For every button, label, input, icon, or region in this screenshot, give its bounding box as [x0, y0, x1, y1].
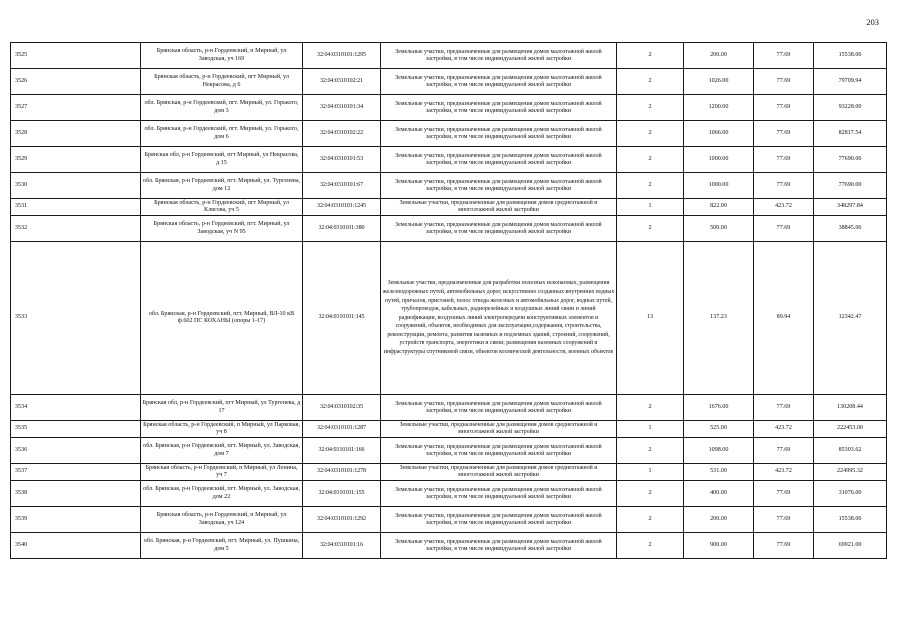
specific-value-cell: 423.72 [754, 464, 814, 481]
land-use-cell: Земельные участки, предназначенные для размещения домов малоэтажной жилой застройки, в том числе индивидуальной жилой застройки [381, 533, 617, 559]
address-cell: Брянская область, р-н Гордеевский, пгт Мирный, ул Клясова, уч 5 [141, 199, 303, 216]
area-cell: 400.00 [684, 481, 754, 507]
address-cell: Брянская область, р-н Гордеевский, пгт. Мирный, ул Заводская, уч N 95 [141, 216, 303, 242]
address-cell: обл. Брянская, р-н Гордеевский, пгт. Мирный, ул. Горького, дом 3 [141, 95, 303, 121]
specific-value-cell: 77.69 [754, 173, 814, 199]
group-cell: 2 [617, 173, 684, 199]
area-cell: 137.23 [684, 242, 754, 395]
specific-value-cell: 77.69 [754, 395, 814, 421]
group-cell: 2 [617, 481, 684, 507]
table-row [11, 507, 887, 533]
specific-value-cell: 423.72 [754, 199, 814, 216]
row-number-cell: 3540 [11, 533, 141, 559]
cadastral-value-cell: 85303.62 [814, 438, 887, 464]
table-row [11, 69, 887, 95]
row-number-cell: 3527 [11, 95, 141, 121]
group-cell: 1 [617, 464, 684, 481]
land-use-cell: Земельные участки, предназначенные для размещения домов малоэтажной жилой застройки, в том числе индивидуальной жилой застройки [381, 147, 617, 173]
cadastral-value-cell: 79709.94 [814, 69, 887, 95]
land-use-cell: Земельные участки, предназначенные для размещения домов малоэтажной жилой застройки, в том числе индивидуальной жилой застройки [381, 121, 617, 147]
table-row [11, 121, 887, 147]
table-row [11, 173, 887, 199]
cadastral-value-cell: 77690.00 [814, 147, 887, 173]
land-use-cell: Земельные участки, предназначенные для размещения домов малоэтажной жилой застройки, в том числе индивидуальной жилой застройки [381, 216, 617, 242]
table-row [11, 438, 887, 464]
land-use-cell: Земельные участки, предназначенные для размещения домов малоэтажной жилой застройки, в том числе индивидуальной жилой застройки [381, 507, 617, 533]
table-row [11, 95, 887, 121]
table-row [11, 533, 887, 559]
specific-value-cell: 77.69 [754, 69, 814, 95]
cadastral-number-cell: 32:04:0310101:67 [303, 173, 381, 199]
area-cell: 1200.00 [684, 95, 754, 121]
area-cell: 1676.00 [684, 395, 754, 421]
address-cell: обл. Брянская, р-н Гордеевский, пгт. Мирный, ул. Тургенева, дом 12 [141, 173, 303, 199]
cadastral-number-cell: 32:04:0310102:22 [303, 121, 381, 147]
table-row [11, 216, 887, 242]
address-cell: Брянская область, р-н Гордеевский, пгт Мирный, ул Некрасова, д 6 [141, 69, 303, 95]
group-cell: 2 [617, 216, 684, 242]
group-cell: 2 [617, 69, 684, 95]
address-cell: Брянская область, р-н Гордеевский, п Мирный, ул Заводская, уч 124 [141, 507, 303, 533]
cadastral-value-table [10, 42, 887, 559]
cadastral-number-cell: 32:04:0310101:34 [303, 95, 381, 121]
land-use-cell: Земельные участки, предназначенные для размещения домов малоэтажной жилой застройки, в том числе индивидуальной жилой застройки [381, 395, 617, 421]
group-cell: 2 [617, 438, 684, 464]
area-cell: 531.00 [684, 464, 754, 481]
area-cell: 200.00 [684, 43, 754, 69]
specific-value-cell: 89.94 [754, 242, 814, 395]
land-use-cell: Земельные участки, предназначенные для размещения домов малоэтажной жилой застройки, в том числе индивидуальной жилой застройки [381, 438, 617, 464]
cadastral-number-cell: 32:04:0310101:380 [303, 216, 381, 242]
row-number-cell: 3529 [11, 147, 141, 173]
group-cell: 2 [617, 121, 684, 147]
table-row [11, 147, 887, 173]
row-number-cell: 3536 [11, 438, 141, 464]
cadastral-number-cell: 32:04:0310102:21 [303, 69, 381, 95]
cadastral-number-cell: 32:04:0310101:1287 [303, 421, 381, 438]
address-cell: Брянская обл, р-н Гордеевский, пгт Мирный, ул Тургенева, д 17 [141, 395, 303, 421]
row-number-cell: 3530 [11, 173, 141, 199]
table-row [11, 395, 887, 421]
row-number-cell: 3534 [11, 395, 141, 421]
area-cell: 900.00 [684, 533, 754, 559]
cadastral-value-cell: 15538.00 [814, 43, 887, 69]
specific-value-cell: 77.69 [754, 533, 814, 559]
cadastral-value-cell: 130208.44 [814, 395, 887, 421]
group-cell: 2 [617, 147, 684, 173]
land-use-cell: Земельные участки, предназначенные для размещения домов среднеэтажной и многоэтажной жилой застройки [381, 199, 617, 216]
address-cell: обл. Брянская, р-н Гордеевский, пгт. Мирный, ВЛ-10 кВ ф.602 ПС КОХАНЫ (опоры 1-17) [141, 242, 303, 395]
table-row [11, 199, 887, 216]
cadastral-value-cell: 224995.32 [814, 464, 887, 481]
land-use-cell: Земельные участки, предназначенные для размещения домов малоэтажной жилой застройки, в том числе индивидуальной жилой застройки [381, 95, 617, 121]
area-cell: 200.00 [684, 507, 754, 533]
land-use-cell: Земельные участки, предназначенные для размещения домов малоэтажной жилой застройки, в том числе индивидуальной жилой застройки [381, 173, 617, 199]
table-row [11, 481, 887, 507]
address-cell: Брянская область, р-н Гордеевский, п Мирный, ул Ленина, уч 7 [141, 464, 303, 481]
area-cell: 822.00 [684, 199, 754, 216]
land-use-cell: Земельные участки, предназначенные для размещения домов среднеэтажной и многоэтажной жилой застройки [381, 421, 617, 438]
cadastral-number-cell: 32:04:0310102:35 [303, 395, 381, 421]
cadastral-value-cell: 69921.00 [814, 533, 887, 559]
group-cell: 13 [617, 242, 684, 395]
specific-value-cell: 77.69 [754, 481, 814, 507]
land-use-cell: Земельные участки, предназначенные для размещения домов малоэтажной жилой застройки, в том числе индивидуальной жилой застройки [381, 69, 617, 95]
land-use-cell: Земельные участки, предназначенные для разработки полезных ископаемых, размещения железнодорожных путей, автомобильных дорог, искусственно созданных внутренних водных путей, причалов, пристаней, полос отвода железных и автомобильных дорог, водных путей, трубопроводов, кабельных, радиорелейных и воздушных линий связи и линий радиофикации, воздушных линий электропередачи конструктивных элементов и сооружений, объектов, необходимых для эксплуатации,содержания, строительства, реконструкции, ремонта, развития наземных и подземных зданий, строений, сооружений, устройств транспорта, энергетики и связи; размещения наземных сооружений и инфраструктуры спутниковой связи, объектов космической деятельности, военных объектов [381, 242, 617, 395]
table-row [11, 421, 887, 438]
row-number-cell: 3532 [11, 216, 141, 242]
row-number-cell: 3525 [11, 43, 141, 69]
row-number-cell: 3526 [11, 69, 141, 95]
cadastral-value-cell: 348297.84 [814, 199, 887, 216]
area-cell: 1066.00 [684, 121, 754, 147]
cadastral-value-cell: 31076.00 [814, 481, 887, 507]
cadastral-value-cell: 38845.00 [814, 216, 887, 242]
address-cell: обл. Брянская, р-н Гордеевский, пгт. Мирный, ул. Пушкина, дом 5 [141, 533, 303, 559]
row-number-cell: 3533 [11, 242, 141, 395]
row-number-cell: 3538 [11, 481, 141, 507]
cadastral-value-cell: 77690.00 [814, 173, 887, 199]
cadastral-number-cell: 32:04:0310101:53 [303, 147, 381, 173]
group-cell: 2 [617, 95, 684, 121]
cadastral-number-cell: 32:04:0310101:1295 [303, 43, 381, 69]
cadastral-value-cell: 82817.54 [814, 121, 887, 147]
cadastral-number-cell: 32:04:0310101:16 [303, 533, 381, 559]
group-cell: 1 [617, 421, 684, 438]
address-cell: Брянская область, р-н Гордеевский, п Мирный, ул Парковая, уч 8 [141, 421, 303, 438]
specific-value-cell: 77.69 [754, 43, 814, 69]
row-number-cell: 3539 [11, 507, 141, 533]
table-row [11, 43, 887, 69]
table-body [11, 43, 887, 559]
specific-value-cell: 77.69 [754, 147, 814, 173]
land-use-cell: Земельные участки, предназначенные для размещения домов малоэтажной жилой застройки, в том числе индивидуальной жилой застройки [381, 43, 617, 69]
group-cell: 1 [617, 199, 684, 216]
cadastral-value-cell: 222453.00 [814, 421, 887, 438]
table-row [11, 242, 887, 395]
row-number-cell: 3528 [11, 121, 141, 147]
area-cell: 500.00 [684, 216, 754, 242]
address-cell: обл. Брянская, р-н Гордеевский, пгт. Мирный, ул. Горького, дом 6 [141, 121, 303, 147]
area-cell: 525.00 [684, 421, 754, 438]
area-cell: 1000.00 [684, 173, 754, 199]
cadastral-number-cell: 32:04:0310101:155 [303, 481, 381, 507]
specific-value-cell: 77.69 [754, 216, 814, 242]
group-cell: 2 [617, 507, 684, 533]
address-cell: обл. Брянская, р-н Гордеевский, пгт. Мирный, ул. Заводская, дом 7 [141, 438, 303, 464]
cadastral-number-cell: 32:04:0310101:1278 [303, 464, 381, 481]
cadastral-number-cell: 32:04:0310101:1292 [303, 507, 381, 533]
area-cell: 1000.00 [684, 147, 754, 173]
specific-value-cell: 423.72 [754, 421, 814, 438]
group-cell: 2 [617, 533, 684, 559]
cadastral-number-cell: 32:04:0310101:166 [303, 438, 381, 464]
specific-value-cell: 77.69 [754, 121, 814, 147]
row-number-cell: 3535 [11, 421, 141, 438]
land-use-cell: Земельные участки, предназначенные для размещения домов малоэтажной жилой застройки, в том числе индивидуальной жилой застройки [381, 481, 617, 507]
address-cell: Брянская область, р-н Гордеевский, п Мирный, ул Заводская, уч 169 [141, 43, 303, 69]
cadastral-value-cell: 15538.00 [814, 507, 887, 533]
cadastral-value-cell: 12342.47 [814, 242, 887, 395]
cadastral-number-cell: 32:04:0310101:1245 [303, 199, 381, 216]
page-number: 203 [866, 17, 879, 27]
group-cell: 2 [617, 395, 684, 421]
address-cell: обл. Брянская, р-н Гордеевский, пгт. Мирный, ул. Заводская, дом 22 [141, 481, 303, 507]
table-row [11, 464, 887, 481]
row-number-cell: 3537 [11, 464, 141, 481]
land-use-cell: Земельные участки, предназначенные для размещения домов среднеэтажной и многоэтажной жилой застройки [381, 464, 617, 481]
specific-value-cell: 77.69 [754, 438, 814, 464]
row-number-cell: 3531 [11, 199, 141, 216]
group-cell: 2 [617, 43, 684, 69]
cadastral-value-cell: 93228.00 [814, 95, 887, 121]
specific-value-cell: 77.69 [754, 95, 814, 121]
address-cell: Брянская обл, р-н Гордеевский, пгт Мирный, ул Некрасова, д 15 [141, 147, 303, 173]
area-cell: 1026.00 [684, 69, 754, 95]
cadastral-number-cell: 32:04:0310101:145 [303, 242, 381, 395]
area-cell: 1098.00 [684, 438, 754, 464]
specific-value-cell: 77.69 [754, 507, 814, 533]
